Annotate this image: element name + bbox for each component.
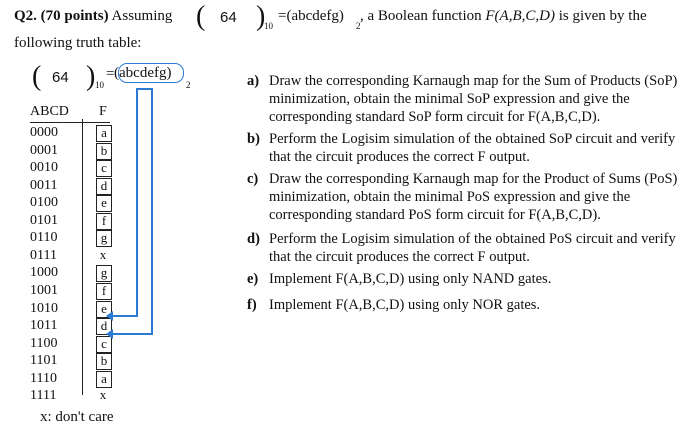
mirror-arrow-right-top [137, 88, 153, 90]
f-cell: x [96, 388, 110, 403]
task-label: f) [247, 297, 257, 313]
close-paren: ) [256, 1, 266, 32]
table-row [30, 177, 120, 195]
abcd-cell: 1010 [30, 300, 58, 316]
abcd-cell: 0110 [30, 230, 58, 246]
task-label: a) [247, 73, 260, 89]
task-text: Draw the corresponding Karnaugh map for the Product of Sums (PoS) minimization, obtain the minimal PoS expression and give the corresponding standard PoS form circuit for F(A,B,C,D). [269, 171, 678, 223]
task-label: b) [247, 131, 260, 147]
question-label: Q2. (70 points) [14, 8, 109, 24]
eq-equals: = [106, 66, 115, 82]
header-eq: =(abcdefg) [278, 8, 344, 24]
eq-close-paren: ) [86, 61, 96, 92]
table-row [30, 212, 120, 230]
f-cell: d [96, 178, 112, 195]
abcd-cell: 0001 [30, 142, 58, 158]
f-cell: c [96, 160, 112, 177]
table-row [30, 142, 120, 160]
eq-open-paren: ( [32, 61, 42, 92]
abcd-cell: 0101 [30, 212, 58, 228]
f-cell: b [96, 143, 112, 160]
arrowhead-icon [106, 329, 113, 339]
task-text: Draw the corresponding Karnaugh map for the Sum of Products (SoP) minimization, obtain the minimal SoP expression and give the corresponding standard SoP form circuit for F(A,B,C,D). [269, 73, 678, 125]
abcd-cell: 0100 [30, 195, 58, 211]
mirror-arrow-left-bottom [110, 315, 138, 317]
header-base10: 10 [264, 21, 273, 31]
table-row [30, 264, 120, 282]
f-cell: e [96, 195, 112, 212]
header-func: F(A,B,C,D) [485, 8, 555, 24]
abcd-cell: 1001 [30, 282, 58, 298]
task-label: e) [247, 271, 259, 287]
task-text: Implement F(A,B,C,D) using only NOR gates. [269, 297, 541, 313]
table-row [30, 247, 120, 265]
table-row [30, 370, 120, 388]
header-line2: following truth table: [14, 35, 142, 51]
abcd-cell: 0010 [30, 160, 58, 176]
f-cell: f [96, 213, 112, 230]
task-text: Implement F(A,B,C,D) using only NAND gates. [269, 271, 552, 287]
eq-number: 64 [52, 69, 69, 86]
table-row [30, 387, 120, 405]
task-text: Perform the Logisim simulation of the obtained PoS circuit and verify that the circuit produces the correct F output. [269, 231, 676, 265]
truth-table-header-f: F [99, 104, 107, 119]
f-cell: x [96, 248, 110, 263]
abcd-cell: 1111 [30, 388, 57, 404]
task-text: Perform the Logisim simulation of the obtained SoP circuit and verify that the circuit produces the correct F output. [269, 131, 676, 165]
abcd-cell: 0011 [30, 177, 58, 193]
f-cell: g [96, 230, 112, 247]
header-rest: , a Boolean function F(A,B,C,D) is given by the [360, 8, 647, 24]
eq-base10: 10 [95, 80, 104, 90]
mirror-arrow-right-bottom [110, 333, 153, 335]
table-row [30, 124, 120, 142]
f-cell: b [96, 353, 112, 370]
abcd-cell: 1100 [30, 335, 58, 351]
question-header [14, 8, 172, 25]
arrowhead-icon [106, 311, 113, 321]
header-word: (abcdefg) [286, 8, 344, 24]
abcd-cell: 1011 [30, 318, 58, 334]
abcd-cell: 0000 [30, 125, 58, 140]
f-cell: g [96, 265, 112, 282]
mirror-arrow-right-vertical [151, 88, 153, 334]
f-cell: a [96, 371, 112, 388]
f-cell: f [96, 283, 112, 300]
truth-table-header-rule [30, 122, 110, 123]
table-row [30, 282, 120, 300]
f-cell: a [96, 125, 112, 142]
eq-base2: 2 [186, 80, 191, 90]
f-cell: c [96, 336, 112, 353]
header-number: 64 [220, 9, 237, 26]
f-cell: e [96, 301, 112, 318]
task-label: d) [247, 231, 260, 247]
dont-care-note: x: don't care [40, 409, 114, 425]
task-label: c) [247, 171, 259, 187]
table-row [30, 229, 120, 247]
header-base2: 2 [356, 21, 361, 31]
abcd-cell: 1110 [30, 370, 57, 386]
table-row [30, 159, 120, 177]
open-paren: ( [196, 1, 206, 32]
table-row [30, 352, 120, 370]
assuming-word: Assuming [111, 8, 173, 24]
abcd-cell: 1000 [30, 265, 58, 281]
eq-word: (abcdefg) [114, 65, 172, 81]
abcd-cell: 1101 [30, 353, 58, 369]
table-row [30, 194, 120, 212]
mirror-arrow-left-vertical [136, 88, 138, 316]
f-cell: d [96, 318, 112, 335]
abcd-cell: 0111 [30, 247, 57, 263]
truth-table-header-abcd: ABCD [30, 104, 69, 119]
